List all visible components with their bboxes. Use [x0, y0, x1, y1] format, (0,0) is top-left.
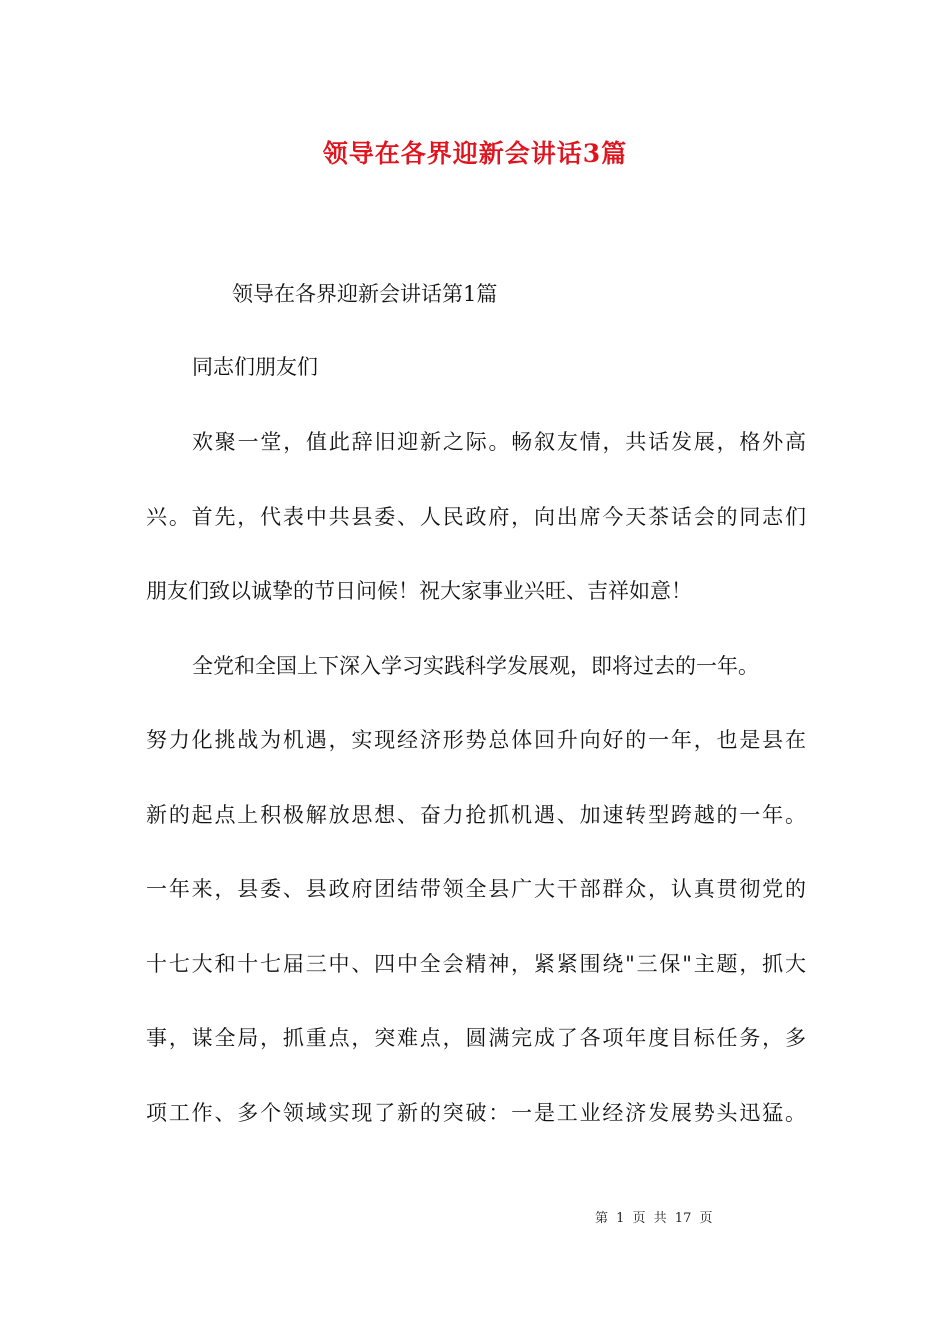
- paragraph-line: 事，谋全局，抓重点，突难点，圆满完成了各项年度目标任务，多: [146, 1026, 806, 1050]
- page-number-footer: 第 1 页 共 17 页: [595, 1211, 713, 1226]
- section-heading: 领导在各界迎新会讲话第1篇: [232, 282, 498, 306]
- greeting-line: 同志们朋友们: [192, 355, 318, 379]
- paragraph-line: 十七大和十七届三中、四中全会精神，紧紧围绕"三保"主题，抓大: [146, 952, 806, 976]
- paragraph-line: 努力化挑战为机遇，实现经济形势总体回升向好的一年，也是县在: [146, 728, 806, 752]
- paragraph-line: 朋友们致以诚挚的节日问候！祝大家事业兴旺、吉祥如意！: [146, 579, 692, 603]
- paragraph-line: 新的起点上积极解放思想、奋力抢抓机遇、加速转型跨越的一年。: [146, 803, 806, 827]
- paragraph-line: 项工作、多个领域实现了新的突破：一是工业经济发展势头迅猛。: [146, 1101, 806, 1125]
- paragraph-line: 全党和全国上下深入学习实践科学发展观，即将过去的一年。: [192, 654, 759, 678]
- paragraph-line: 一年来，县委、县政府团结带领全县广大干部群众，认真贯彻党的: [146, 877, 806, 901]
- paragraph-line: 欢聚一堂，值此辞旧迎新之际。畅叙友情，共话发展，格外高: [192, 430, 806, 454]
- document-title: 领导在各界迎新会讲话3篇: [322, 139, 628, 168]
- paragraph-line: 兴。首先，代表中共县委、人民政府，向出席今天茶话会的同志们: [146, 505, 806, 529]
